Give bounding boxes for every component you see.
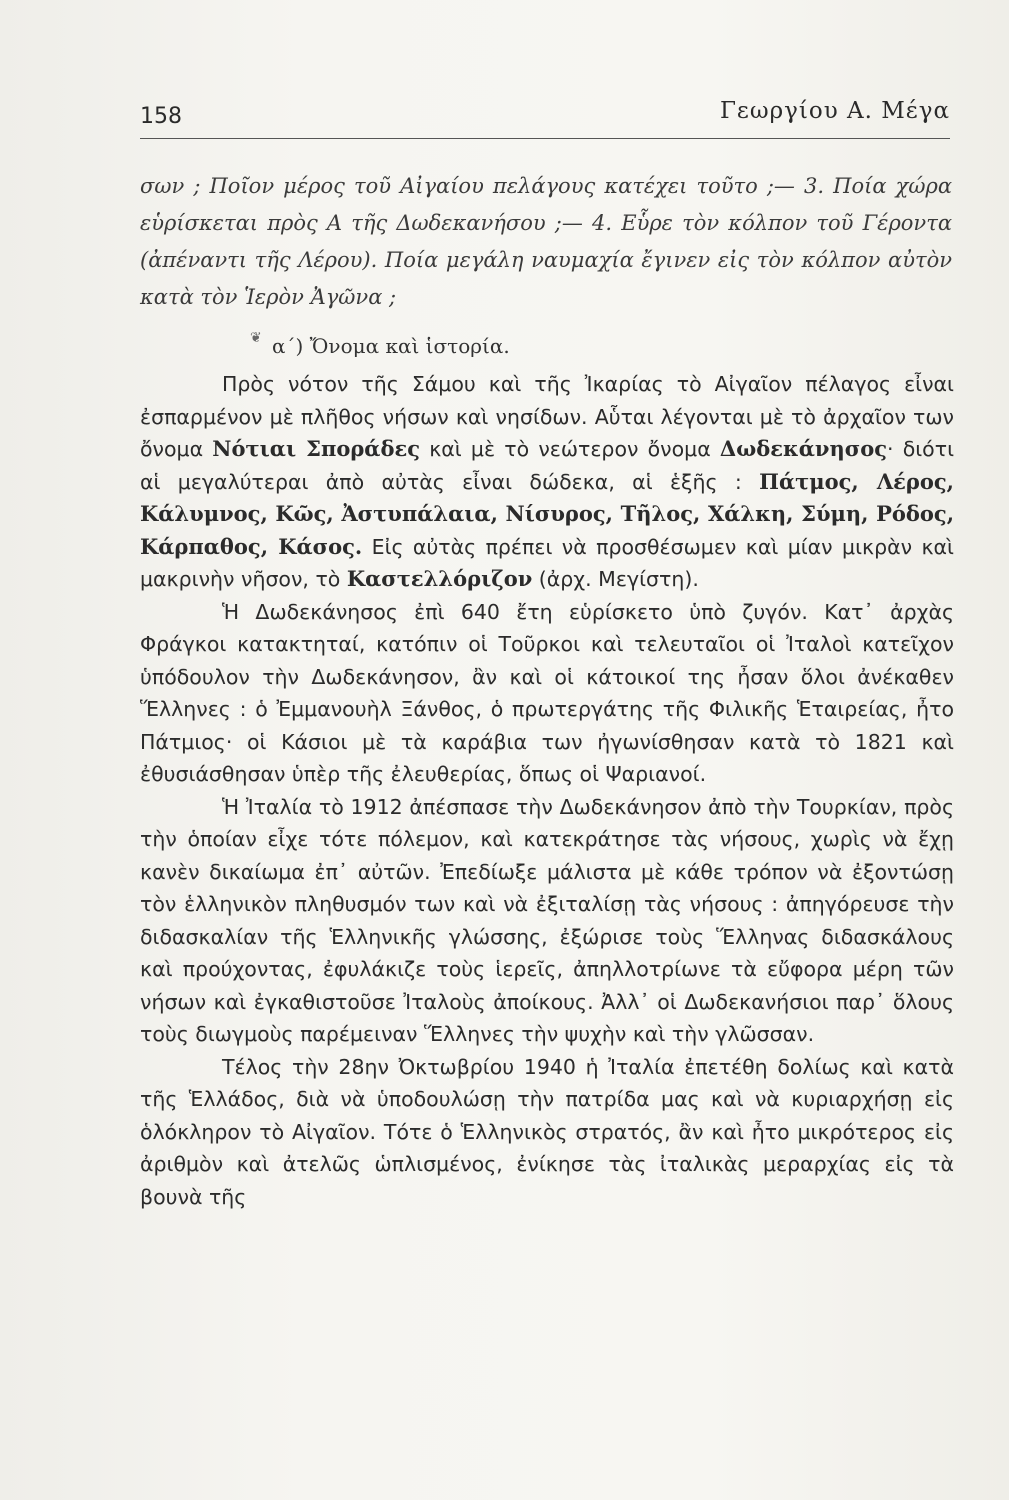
body-text [140,368,954,1213]
p1-bold-kastellorizo: Καστελλόριζον [346,566,533,591]
paragraph-3: Ἡ Ἰταλία τὸ 1912 ἀπέσπασε τὴν Δωδεκάνησον ἀπὸ τὴν Τουρκίαν, πρὸς τὴν ὁποίαν εἶχε τότε πόλεμον, καὶ κατεκράτησε τὰς νήσους, χωρὶς νὰ ἔχῃ κανὲν δικαίωμα ἐπ᾽ αὐτῶν. Ἐπεδίωξε μάλιστα μὲ κάθε τρόπον νὰ ἐξοντώσῃ τὸν ἑλληνικὸν πληθυσμόν των καὶ νὰ ἐξιταλίσῃ τὰς νήσους : ἀπηγόρευσε τὴν διδασκαλίαν τῆς Ἑλληνικῆς γλώσσης, ἐξώρισε τοὺς Ἕλληνας διδασκάλους καὶ προύχοντας, ἐφυλάκιζε τοὺς ἱερεῖς, ἀπηλλοτρίωνε τὰ εὔφορα μέρη τῶν νήσων καὶ ἐγκαθιστοῦσε Ἰταλοὺς ἀποίκους. Ἀλλ᾽ οἱ Δωδεκανήσιοι παρ᾽ ὅλους τοὺς διωγμοὺς παρέμειναν Ἕλληνες τὴν ψυχὴν καὶ τὴν γλῶσσαν. [140,794,954,1046]
p1-bold-sporades: Νότιαι Σποράδες [212,436,421,461]
ink-spot-icon: ❦ [250,330,262,346]
running-head: Γεωργίου Α. Μέγα [719,98,950,124]
paragraph-2: Ἡ Δωδεκάνησος ἐπὶ 640 ἔτη εὑρίσκετο ὑπὸ ζυγόν. Κατ᾽ ἀρχὰς Φράγκοι κατακτηταί, κατόπιν οἱ Τοῦρκοι καὶ τελευταῖοι οἱ Ἰταλοὶ κατεῖχον ὑπόδουλον τὴν Δωδεκάνησον, ἂν καὶ οἱ κάτοικοί της ἦσαν ὅλοι ἀνέκαθεν Ἕλληνες : ὁ Ἐμμανουὴλ Ξάνθος, ὁ πρωτεργάτης τῆς Φιλικῆς Ἑταιρείας, ἦτο Πάτμιος· οἱ Κάσιοι μὲ τὰ καράβια των ἠγωνίσθησαν κατὰ τὸ 1821 καὶ ἐθυσιάσθησαν ὑπὲρ τῆς ἐλευθερίας, ὅπως οἱ Ψαριανοί. [140,599,954,786]
p1-bold-islands: Πάτμος, Λέρος, Κάλυμνος, Κῶς, Ἀστυπάλαια, Νίσυρος, Τῆλος, Χάλκη, Σύμη, Ρόδος, Κάρπαθος, Κάσος. [140,468,954,559]
p1-bold-dodecanese: Δωδεκάνησος [719,436,887,461]
p1-text-1: Πρὸς νότον τῆς Σάμου καὶ τῆς Ἰκαρίας τὸ Αἰγαῖον πέλαγος εἶναι ἐσπαρμένον μὲ πλῆθος νήσων καὶ νησίδων. Αὗται λέγονται μὲ τὸ ἀρχαῖον των ὄνομα [140,372,954,461]
p1-text-2: καὶ μὲ τὸ νεώτερον ὄνομα [420,437,720,461]
section-heading-text: α΄) Ὄνομα καὶ ἱστορία. [272,334,510,358]
exercise-questions: σων ; Ποῖον μέρος τοῦ Αἰγαίου πελάγους κατέχει τοῦτο ;— 3. Ποία χώρα εὑρίσκεται πρὸς Α τῆς Δωδεκανήσου ;— 4. Εὗρε τὸν κόλπον τοῦ Γέροντα (ἀπέναντι τῆς Λέρου). Ποία μεγάλη ναυμαχία ἔγινεν εἰς τὸν κόλπον αὐτὸν κατὰ τὸν Ἱερὸν Ἀγῶνα ; [140,174,952,309]
page-header [140,96,950,139]
page-number: 158 [140,104,182,129]
section-heading [250,330,510,358]
p1-text-3: · διότι αἱ μεγαλύτεραι ἀπὸ αὐτὰς εἶναι δώδεκα, αἱ ἑξῆς : [140,437,955,494]
paragraph-4: Τέλος τὴν 28ην Ὀκτωβρίου 1940 ἡ Ἰταλία ἐπετέθη δολίως καὶ κατὰ τῆς Ἑλλάδος, διὰ νὰ ὑποδουλώσῃ τὴν πατρίδα μας καὶ νὰ κυριαρχήσῃ εἰς ὁλόκληρον τὸ Αἰγαῖον. Τότε ὁ Ἑλληνικὸς στρατός, ἂν καὶ ἦτο μικρότερος εἰς ἀριθμὸν καὶ ἀτελῶς ὡπλισμένος, ἐνίκησε τὰς ἰταλικὰς μεραρχίας εἰς τὰ βουνὰ τῆς [140,1054,954,1209]
p1-text-5: (ἀρχ. Μεγίστη). [532,567,699,591]
p1-text-4: Εἰς αὐτὰς πρέπει νὰ προσθέσωμεν καὶ μίαν μικρὰν καὶ μακρινὴν νῆσον, τὸ [140,534,954,591]
paragraph-1 [140,368,954,596]
